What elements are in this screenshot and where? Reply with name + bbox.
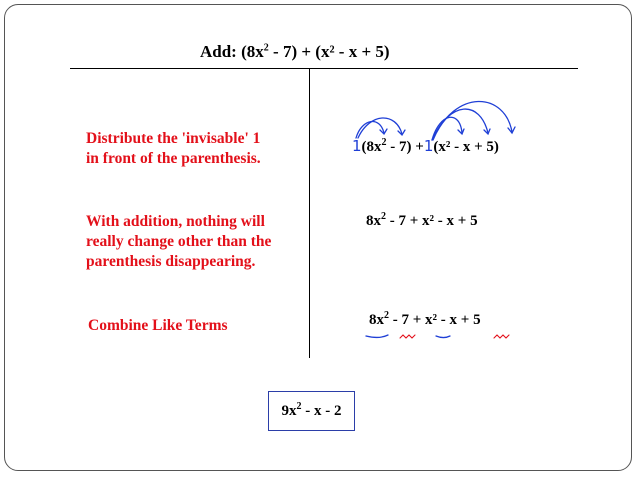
title-expression: $(8x^2 - 7) + (x^2 - x + 5)$ bbox=[241, 42, 390, 61]
handwritten-one: 1 bbox=[423, 137, 434, 155]
horizontal-divider bbox=[70, 68, 578, 69]
problem-title bbox=[200, 42, 390, 62]
step-1-instruction: Distribute the 'invisable' 1 in front of the parenthesis. bbox=[86, 130, 261, 167]
step-2-instruction: With addition, nothing will really change other than the parenthesis disappearing. bbox=[86, 213, 272, 270]
title-label: Add: bbox=[200, 42, 237, 61]
step-1-expression: $1(8x^2 - 7) +1(x^2 - x + 5)$ bbox=[352, 137, 499, 155]
step-2-expression: $8x^2 - 7 + x^2 - x + 5$ bbox=[366, 211, 478, 229]
step-3-expression: $8x^2 - 7 + x^2 - x + 5$ bbox=[369, 310, 481, 328]
handwritten-one: 1 bbox=[352, 137, 362, 155]
step-3-instruction: Combine Like Terms bbox=[88, 317, 228, 334]
vertical-divider bbox=[309, 68, 310, 358]
final-answer-box: $9x^2$ - x - 2 bbox=[268, 391, 355, 431]
